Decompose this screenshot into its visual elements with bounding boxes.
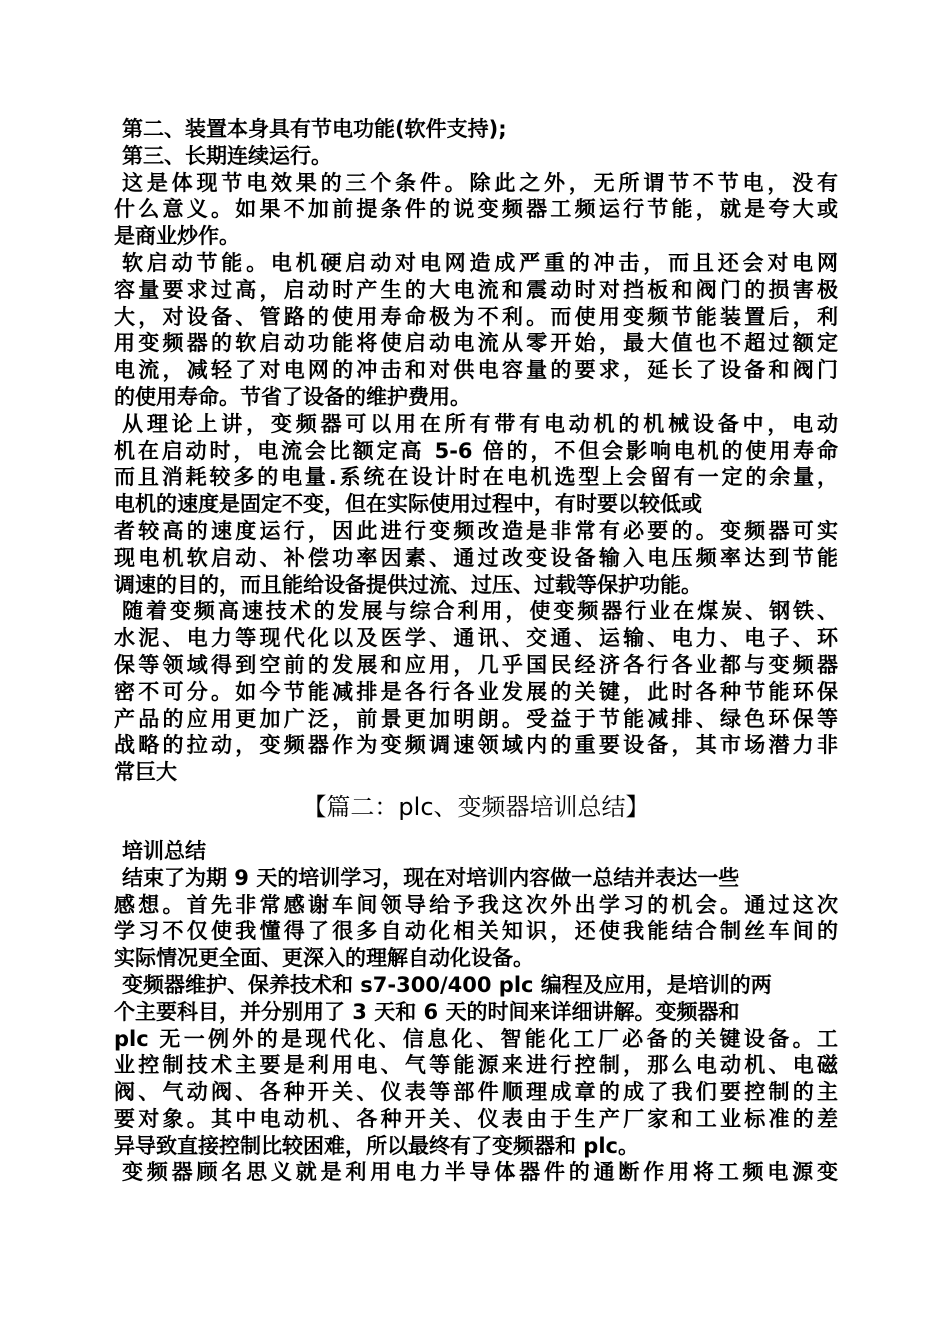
- text-line: 用变频器的软启动功能将使启动电流从零开始，最大值也不超过额定: [114, 331, 838, 356]
- text-line: 从理论上讲，变频器可以用在所有带有电动机的机械设备中，电动: [122, 411, 838, 436]
- text-line: 异导致直接控制比较困难，所以最终有了变频器和 plc。: [114, 1133, 639, 1158]
- text-line: 业控制技术主要是利用电、气等能源来进行控制，那么电动机、电磁: [114, 1053, 838, 1078]
- text-line: 实际情况更全面、更深入的理解自动化设备。: [114, 946, 534, 971]
- text-line: 电机的速度是固定不变，但在实际使用过程中，有时要以较低或: [114, 492, 702, 517]
- text-line: 第三、长期连续运行。: [122, 143, 332, 168]
- text-line: 结束了为期 9 天的培训学习，现在对培训内容做一总结并表达一些: [122, 865, 740, 890]
- text-line: 培训总结: [122, 838, 206, 863]
- text-line: 变频器顾名思义就是利用电力半导体器件的通断作用将工频电源变: [122, 1160, 838, 1185]
- text-line: 现电机软启动、补偿功率因素、通过改变设备输入电压频率达到节能: [114, 545, 838, 570]
- text-line: 是商业炒作。: [114, 224, 240, 249]
- text-line: 阀、气动阀、各种开关、仪表等部件顺理成章的成了我们要控制的主: [114, 1080, 838, 1105]
- text-line: 电流，减轻了对电网的冲击和对供电容量的要求，延长了设备和阀门: [114, 358, 838, 383]
- text-line: 随着变频高速技术的发展与综合利用，使变频器行业在煤炭、钢铁、: [122, 599, 838, 624]
- text-line: 调速的目的，而且能给设备提供过流、过压、过载等保护功能。: [114, 572, 702, 597]
- text-line: 而且消耗较多的电量.系统在设计时在电机选型上会留有一定的余量，: [114, 465, 838, 490]
- text-line: 第二、装置本身具有节电功能(软件支持);: [122, 117, 507, 141]
- text-line: 保等领域得到空前的发展和应用，几乎国民经济各行各业都与变频器: [114, 652, 838, 677]
- section-two-body: [114, 838, 838, 1186]
- text-line: 容量要求过高，启动时产生的大电流和震动时对挡板和阀门的损害极: [114, 277, 838, 302]
- text-line: 要对象。其中电动机、各种开关、仪表由于生产厂家和工业标准的差: [114, 1106, 838, 1131]
- text-line: 常巨大: [114, 760, 177, 785]
- text-line: 大，对设备、管路的使用寿命极为不利。而使用变频节能装置后，利: [114, 304, 838, 329]
- text-line: 的使用寿命。节省了设备的维护费用。: [114, 384, 471, 409]
- text-line: 软启动节能。电机硬启动对电网造成严重的冲击，而且还会对电网: [122, 250, 838, 275]
- text-line: 战略的拉动，变频器作为变频调速领域内的重要设备，其市场潜力非: [114, 733, 838, 758]
- section-heading: 【篇二：plc、变频器培训总结】: [302, 792, 650, 821]
- text-line: plc 无一例外的是现代化、信息化、智能化工厂必备的关键设备。工: [114, 1026, 838, 1051]
- text-line: 产品的应用更加广泛，前景更加明朗。受益于节能减排、绿色环保等: [114, 706, 838, 731]
- document-page: [114, 116, 838, 1186]
- text-line: 机在启动时，电流会比额定高 5-6 倍的，不但会影响电机的使用寿命: [114, 438, 838, 463]
- text-line: 密不可分。如今节能减排是各行各业发展的关键，此时各种节能环保: [114, 679, 838, 704]
- text-line: 变频器维护、保养技术和 s7-300/400 plc 编程及应用，是培训的两: [122, 972, 772, 997]
- text-line: 个主要科目，并分别用了 3 天和 6 天的时间来详细讲解。变频器和: [114, 999, 740, 1024]
- text-line: 学习不仅使我懂得了很多自动化相关知识，还使我能结合制丝车间的: [114, 919, 838, 944]
- text-line: 什么意义。如果不加前提条件的说变频器工频运行节能，就是夸大或: [114, 197, 838, 222]
- text-line: 感想。首先非常感谢车间领导给予我这次外出学习的机会。通过这次: [114, 892, 838, 917]
- text-line: 这是体现节电效果的三个条件。除此之外，无所谓节不节电，没有: [122, 170, 838, 195]
- text-line: 水泥、电力等现代化以及医学、通讯、交通、运输、电力、电子、环: [114, 626, 838, 651]
- section-one-body: [114, 116, 838, 786]
- text-line: 者较高的速度运行，因此进行变频改造是非常有必要的。变频器可实: [114, 518, 838, 543]
